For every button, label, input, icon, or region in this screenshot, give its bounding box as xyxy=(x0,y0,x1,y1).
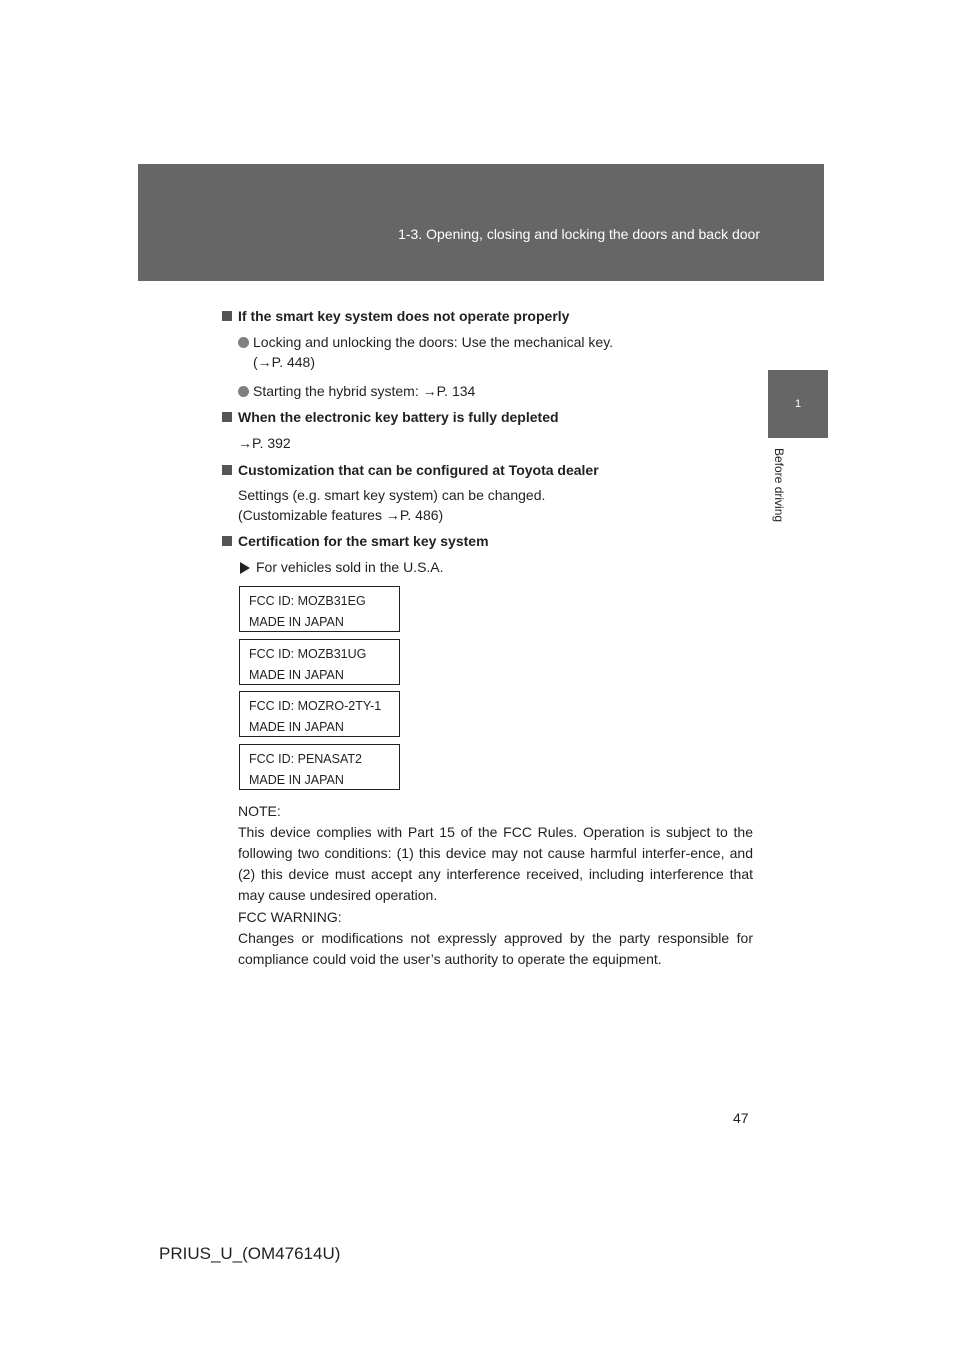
chapter-label: Before driving xyxy=(772,448,786,523)
triangle-bullet-icon xyxy=(240,562,250,574)
document-code: PRIUS_U_(OM47614U) xyxy=(159,1244,341,1263)
fcc-warning xyxy=(238,907,753,970)
list-item: Locking and unlocking the doors: Use the mechanical key. (→P. 448) xyxy=(222,332,753,372)
heading-certification: Certification for the smart key system xyxy=(222,531,753,551)
list-item: Starting the hybrid system: →P. 134 xyxy=(222,381,753,401)
fcc-label-box: FCC ID: PENASAT2 MADE IN JAPAN xyxy=(239,744,400,790)
heading-malfunction: If the smart key system does not operate properly xyxy=(222,306,753,326)
circle-bullet-icon xyxy=(238,386,249,397)
page-number: 47 xyxy=(733,1110,749,1126)
square-bullet-icon xyxy=(222,412,232,422)
header-band xyxy=(138,164,824,281)
chapter-tab xyxy=(768,370,828,438)
region-subheading: For vehicles sold in the U.S.A. xyxy=(222,557,753,577)
warning-text: Changes or modifications not expressly approved by the party responsible for compliance could void the user’s authority to operate the equipment. xyxy=(238,930,753,967)
battery-reference: →P. 392 xyxy=(238,435,291,451)
square-bullet-icon xyxy=(222,465,232,475)
heading-battery: When the electronic key battery is fully depleted xyxy=(222,407,753,427)
fcc-label-box: FCC ID: MOZRO-2TY-1 MADE IN JAPAN xyxy=(239,691,400,737)
fcc-label-box: FCC ID: MOZB31EG MADE IN JAPAN xyxy=(239,586,400,632)
note-label: NOTE: xyxy=(238,803,281,819)
fcc-note xyxy=(238,801,753,906)
fcc-label-box: FCC ID: MOZB31UG MADE IN JAPAN xyxy=(239,639,400,685)
section-title: 1-3. Opening, closing and locking the doors and back door xyxy=(398,226,760,242)
square-bullet-icon xyxy=(222,311,232,321)
warning-label: FCC WARNING: xyxy=(238,909,342,925)
note-text: This device complies with Part 15 of the FCC Rules. Operation is subject to the following two conditions: (1) this device may not cause harmful interfer-ence, and (2) this device must accept any interference received, including interference that may cause undesired operation. xyxy=(238,824,753,903)
customization-text: Settings (e.g. smart key system) can be changed. (Customizable features →P. 486) xyxy=(238,487,546,523)
circle-bullet-icon xyxy=(238,337,249,348)
square-bullet-icon xyxy=(222,536,232,546)
chapter-number: 1 xyxy=(794,398,802,410)
heading-customization: Customization that can be configured at Toyota dealer xyxy=(222,460,753,480)
main-content xyxy=(222,306,753,577)
